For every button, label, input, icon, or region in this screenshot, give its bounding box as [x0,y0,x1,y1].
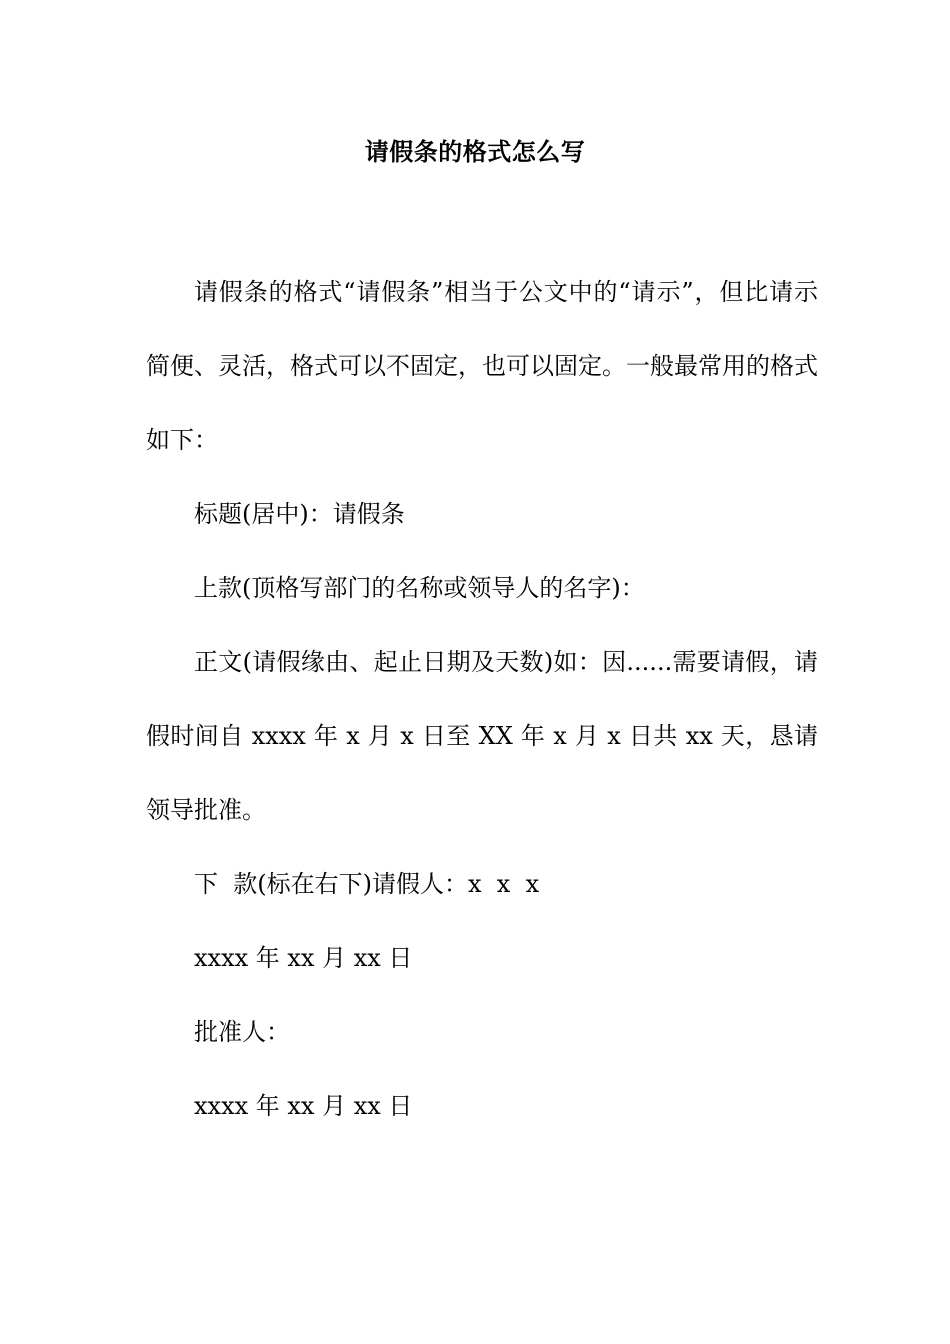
document-body [146,255,818,1143]
title-format-line: 标题(居中)：请假条 [194,500,405,528]
upper-section-line: 上款(顶格写部门的名称或领导人的名字)： [194,574,645,602]
intro-paragraph: 请假条的格式“请假条”相当于公文中的“请示”，但比请示简便、灵活，格式可以不固定，也可以固定。一般最常用的格式如下： [146,278,818,454]
body-format-paragraph: 正文(请假缘由、起止日期及天数)如：因......需要请假，请假时间自 xxxx 年 x 月 x 日至 XX 年 x 月 x 日共 xx 天，恳请领导批准。 [146,648,818,824]
approver-line: 批准人： [194,1018,290,1046]
applicant-date-line: xxxx 年 xx 月 xx 日 [194,944,413,972]
approver-date-line: xxxx 年 xx 月 xx 日 [194,1092,413,1120]
document-title: 请假条的格式怎么写 [364,137,586,166]
lower-section-line: 下 款(标在右下)请假人：x x x [194,870,540,898]
